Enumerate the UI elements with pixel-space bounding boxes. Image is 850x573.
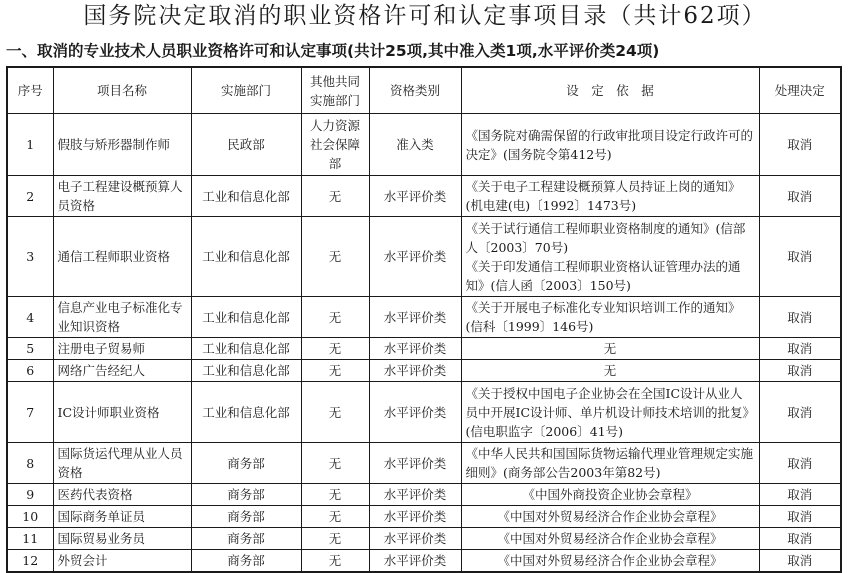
cell-other-dept: 无: [301, 550, 369, 573]
basis-entry: 《关于开展电子标准化专业知识培训工作的通知》(信科〔1999〕146号): [465, 300, 741, 334]
cell-other-dept: 无: [301, 382, 369, 443]
qualification-table: [6, 66, 842, 573]
cell-decision: 取消: [759, 360, 841, 382]
cell-category: 水平评价类: [369, 382, 461, 443]
cell-decision: 取消: [759, 338, 841, 360]
cell-name: 假肢与矫形器制作师: [53, 114, 191, 176]
cell-other-dept: 无: [301, 360, 369, 382]
cell-dept: 民政部: [191, 114, 301, 176]
cell-dept: 商务部: [191, 528, 301, 550]
cell-dept: 工业和信息化部: [191, 360, 301, 382]
header-decision: 处理决定: [759, 67, 841, 114]
cell-basis: [461, 297, 759, 338]
cell-basis: [461, 382, 759, 443]
cell-basis: [461, 114, 759, 176]
cell-dept: 工业和信息化部: [191, 176, 301, 217]
header-dept: 实施部门: [191, 67, 301, 114]
section-heading: 一、取消的专业技术人员职业资格许可和认定事项(共计25项,其中准入类1项,水平评价类24项): [6, 42, 660, 60]
table-row: [7, 297, 841, 338]
table-row: [7, 484, 841, 506]
table-row: [7, 176, 841, 217]
table-row: [7, 443, 841, 484]
cell-name: 信息产业电子标准化专业知识资格: [53, 297, 191, 338]
cell-dept: 工业和信息化部: [191, 338, 301, 360]
cell-category: 水平评价类: [369, 338, 461, 360]
cell-decision: 取消: [759, 217, 841, 297]
cell-basis: [461, 338, 759, 360]
cell-dept: 工业和信息化部: [191, 297, 301, 338]
basis-entry: 无: [603, 363, 617, 378]
cell-other-dept: 无: [301, 176, 369, 217]
cell-basis: [461, 484, 759, 506]
cell-basis: [461, 217, 759, 297]
header-name: 项目名称: [53, 67, 191, 114]
cell-dept: 商务部: [191, 550, 301, 573]
table-header-row: [7, 67, 841, 114]
cell-decision: 取消: [759, 176, 841, 217]
cell-seq: 1: [7, 114, 53, 176]
cell-decision: 取消: [759, 506, 841, 528]
cell-name: 通信工程师职业资格: [53, 217, 191, 297]
basis-entry: 《中国对外贸易经济合作企业协会章程》: [497, 553, 723, 568]
cell-seq: 4: [7, 297, 53, 338]
basis-entry: 《中国外商投资企业协会章程》: [522, 487, 698, 502]
table-row: [7, 114, 841, 176]
cell-name: 国际商务单证员: [53, 506, 191, 528]
header-category: 资格类别: [369, 67, 461, 114]
cell-other-dept: 无: [301, 484, 369, 506]
table-row: [7, 217, 841, 297]
cell-seq: 11: [7, 528, 53, 550]
cell-name: 网络广告经纪人: [53, 360, 191, 382]
basis-entry: 《关于授权中国电子企业协会在全国IC设计从业人员中开展IC设计师、单片机设计师技术培训的批复》(信电职监字〔2006〕41号): [465, 385, 749, 439]
header-other-dept-line1: 其他共同: [309, 73, 360, 89]
basis-entry: 《关于印发通信工程师职业资格认证管理办法的通知》(信人函〔2003〕150号): [465, 258, 741, 293]
basis-entry: 《中国对外贸易经济合作企业协会章程》: [497, 509, 723, 524]
cell-decision: 取消: [759, 443, 841, 484]
cell-name: IC设计师职业资格: [53, 382, 191, 443]
basis-entry: 《关于电子工程建设概预算人员持证上岗的通知》(机电建(电)〔1992〕1473号): [465, 179, 741, 213]
cell-category: 水平评价类: [369, 360, 461, 382]
table-row: [7, 360, 841, 382]
cell-name: 电子工程建设概预算人员资格: [53, 176, 191, 217]
header-other-dept-line2: 实施部门: [309, 92, 360, 108]
cell-seq: 5: [7, 338, 53, 360]
cell-seq: 7: [7, 382, 53, 443]
cell-basis: [461, 550, 759, 573]
cell-decision: 取消: [759, 550, 841, 573]
cell-category: 准入类: [369, 114, 461, 176]
cell-category: 水平评价类: [369, 528, 461, 550]
table-row: [7, 528, 841, 550]
cell-basis: [461, 360, 759, 382]
cell-name: 国际贸易业务员: [53, 528, 191, 550]
cell-name: 外贸会计: [53, 550, 191, 573]
cell-name: 国际货运代理从业人员资格: [53, 443, 191, 484]
cell-basis: [461, 506, 759, 528]
cell-dept: 工业和信息化部: [191, 382, 301, 443]
cell-seq: 2: [7, 176, 53, 217]
cell-seq: 3: [7, 217, 53, 297]
cell-dept: 商务部: [191, 506, 301, 528]
basis-entry: 《中华人民共和国国际货物运输代理业管理规定实施细则》(商务部公告2003年第82号): [465, 446, 754, 480]
basis-entry: 《中国对外贸易经济合作企业协会章程》: [497, 531, 723, 546]
cell-basis: [461, 443, 759, 484]
cell-name: 医药代表资格: [53, 484, 191, 506]
cell-category: 水平评价类: [369, 506, 461, 528]
header-basis: 设 定 依 据: [461, 67, 759, 114]
cell-other-dept: 无: [301, 443, 369, 484]
basis-entry: 无: [603, 341, 617, 356]
cell-basis: [461, 176, 759, 217]
cell-other-dept: 无: [301, 297, 369, 338]
cell-category: 水平评价类: [369, 484, 461, 506]
cell-category: 水平评价类: [369, 297, 461, 338]
cell-category: 水平评价类: [369, 443, 461, 484]
cell-seq: 9: [7, 484, 53, 506]
cell-dept: 商务部: [191, 484, 301, 506]
cell-decision: 取消: [759, 528, 841, 550]
cell-decision: 取消: [759, 382, 841, 443]
cell-other-dept: 无: [301, 528, 369, 550]
cell-other-dept: 无: [301, 217, 369, 297]
cell-seq: 6: [7, 360, 53, 382]
basis-entry: 《国务院对确需保留的行政审批项目设定行政许可的决定》(国务院令第412号): [465, 127, 754, 162]
cell-dept: 商务部: [191, 443, 301, 484]
cell-other-dept: 人力资源社会保障部: [301, 114, 369, 176]
header-other-dept: [301, 67, 369, 114]
cell-seq: 8: [7, 443, 53, 484]
cell-decision: 取消: [759, 484, 841, 506]
cell-other-dept: 无: [301, 338, 369, 360]
table-row: [7, 338, 841, 360]
cell-seq: 10: [7, 506, 53, 528]
table-row: [7, 506, 841, 528]
header-seq: 序号: [7, 67, 53, 114]
cell-other-dept: 无: [301, 506, 369, 528]
cell-category: 水平评价类: [369, 176, 461, 217]
cell-seq: 12: [7, 550, 53, 573]
cell-dept: 工业和信息化部: [191, 217, 301, 297]
document-title: 国务院决定取消的职业资格许可和认定事项目录（共计62项）: [83, 3, 767, 29]
cell-decision: 取消: [759, 114, 841, 176]
table-row: [7, 550, 841, 573]
cell-name: 注册电子贸易师: [53, 338, 191, 360]
cell-category: 水平评价类: [369, 217, 461, 297]
cell-decision: 取消: [759, 297, 841, 338]
table-row: [7, 382, 841, 443]
cell-basis: [461, 528, 759, 550]
basis-entry: 《关于试行通信工程师职业资格制度的通知》(信部人〔2003〕70号): [465, 220, 746, 255]
cell-category: 水平评价类: [369, 550, 461, 573]
